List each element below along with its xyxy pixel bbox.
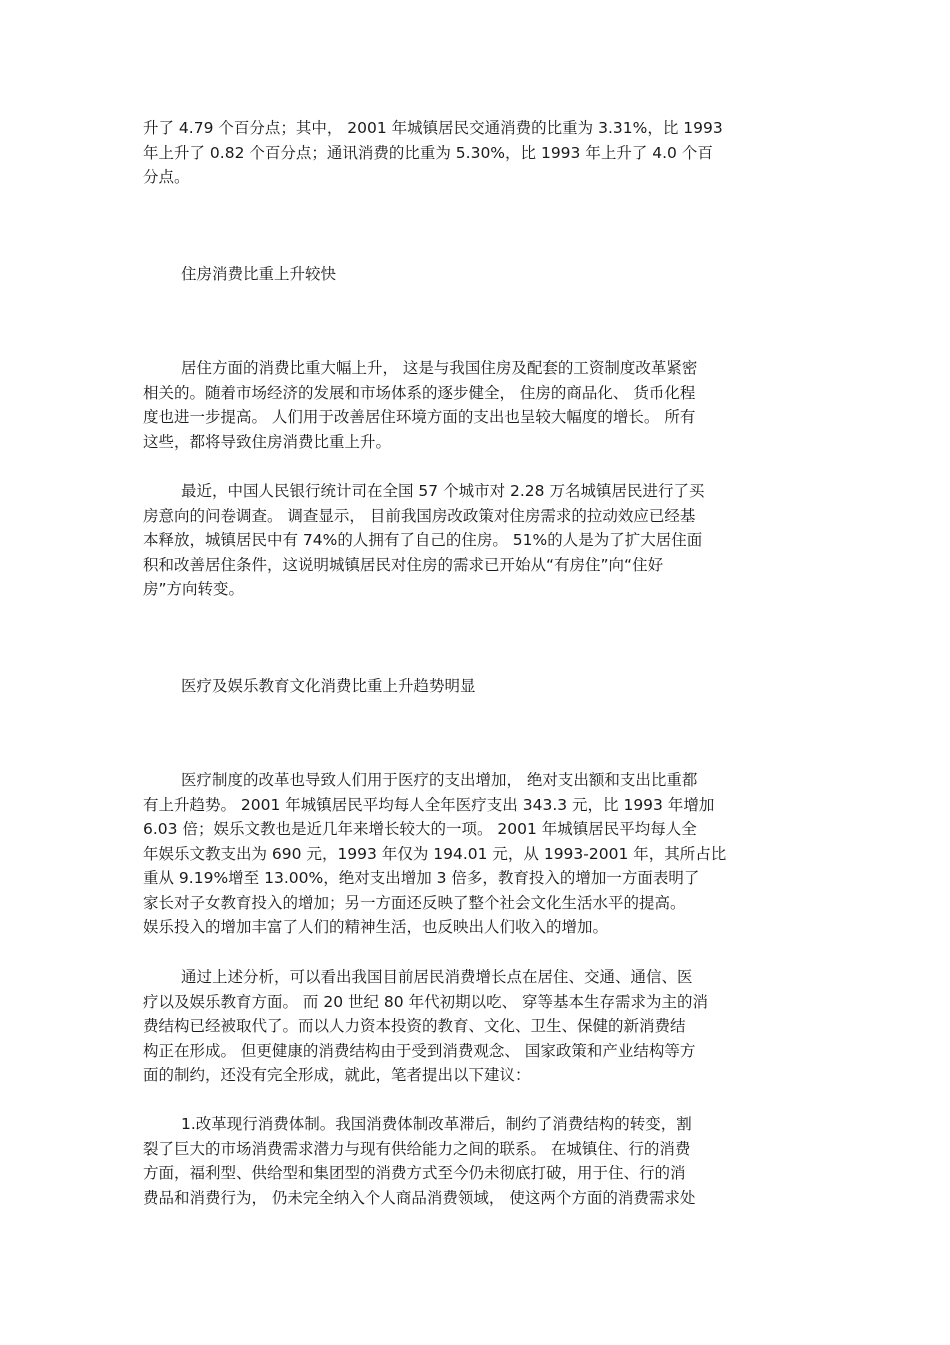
text-line: 6.03 倍；娱乐文教也是近几年来增长较大的一项。 2001 年城镇居民平均每人全 xyxy=(143,820,697,838)
text-line: 家长对子女教育投入的增加；另一方面还反映了整个社会文化生活水平的提高。 xyxy=(143,893,686,912)
paragraph-housing-reform xyxy=(143,356,815,454)
text-line: 本释放，城镇居民中有 74%的人拥有了自己的住房。 51%的人是为了扩大居住面 xyxy=(143,531,703,549)
text-line: 年娱乐文教支出为 690 元，1993 年仅为 194.01 元，从 1993-2001 年，其所占比 xyxy=(143,844,727,863)
text-line: 相关的。随着市场经济的发展和市场体系的逐步健全， 住房的商品化、 货币化程 xyxy=(143,383,696,402)
text-line: 升了 4.79 个百分点；其中， 2001 年城镇居民交通消费的比重为 3.31%，比 1993 xyxy=(143,119,723,137)
paragraph-recommendation-1 xyxy=(143,1112,815,1210)
paragraph-transport-telecom xyxy=(143,116,815,190)
paragraph-housing-survey xyxy=(143,479,815,602)
text-line: 房”方向转变。 xyxy=(143,580,245,598)
text-line: 有上升趋势。 2001 年城镇居民平均每人全年医疗支出 343.3 元，比 1993 年增加 xyxy=(143,795,715,814)
text-line: 方面，福利型、供给型和集团型的消费方式至今仍未彻底打破，用于住、行的消 xyxy=(143,1164,686,1182)
text-line: 构正在形成。 但更健康的消费结构由于受到消费观念、 国家政策和产业结构等方 xyxy=(143,1041,696,1060)
text-line: 娱乐投入的增加丰富了人们的精神生活，也反映出人们收入的增加。 xyxy=(143,918,609,936)
text-line: 1.改革现行消费体制。我国消费体制改革滞后，制约了消费结构的转变，割 xyxy=(181,1115,692,1133)
text-line: 这些，都将导致住房消费比重上升。 xyxy=(143,432,392,451)
text-line: 通过上述分析，可以看出我国目前居民消费增长点在居住、交通、通信、医 xyxy=(181,968,693,986)
section-heading-housing: 住房消费比重上升较快 xyxy=(181,265,337,283)
text-line: 积和改善居住条件，这说明城镇居民对住房的需求已开始从“有房住”向“住好 xyxy=(143,555,664,574)
text-line: 房意向的问卷调查。 调查显示， 目前我国房改政策对住房需求的拉动效应已经基 xyxy=(143,506,696,525)
text-line: 度也进一步提高。 人们用于改善居住环境方面的支出也呈较大幅度的增长。 所有 xyxy=(143,408,696,426)
paragraph-medical-education xyxy=(143,768,815,940)
text-line: 重从 9.19%增至 13.00%，绝对支出增加 3 倍多，教育投入的增加一方面表明了 xyxy=(143,869,700,887)
text-line: 费品和消费行为， 仍未完全纳入个人商品消费领域， 使这两个方面的消费需求处 xyxy=(143,1188,696,1207)
text-line: 面的制约，还没有完全形成，就此，笔者提出以下建议： xyxy=(143,1066,531,1084)
text-line: 裂了巨大的市场消费需求潜力与现有供给能力之间的联系。 在城镇住、行的消费 xyxy=(143,1139,691,1158)
text-line: 费结构已经被取代了。而以人力资本投资的教育、文化、卫生、保健的新消费结 xyxy=(143,1017,686,1035)
paragraph-analysis-summary xyxy=(143,965,815,1088)
section-heading-medical-education: 医疗及娱乐教育文化消费比重上升趋势明显 xyxy=(181,677,476,695)
text-line: 年上升了 0.82 个百分点；通讯消费的比重为 5.30%，比 1993 年上升了 4.0 个百 xyxy=(143,143,713,162)
text-line: 居住方面的消费比重大幅上升， 这是与我国住房及配套的工资制度改革紧密 xyxy=(181,359,698,377)
text-line: 分点。 xyxy=(143,168,190,186)
text-line: 医疗制度的改革也导致人们用于医疗的支出增加， 绝对支出额和支出比重都 xyxy=(181,771,698,789)
text-line: 最近，中国人民银行统计司在全国 57 个城市对 2.28 万名城镇居民进行了买 xyxy=(181,482,705,500)
text-line: 疗以及娱乐教育方面。 而 20 世纪 80 年代初期以吃、 穿等基本生存需求为主的消 xyxy=(143,992,709,1011)
